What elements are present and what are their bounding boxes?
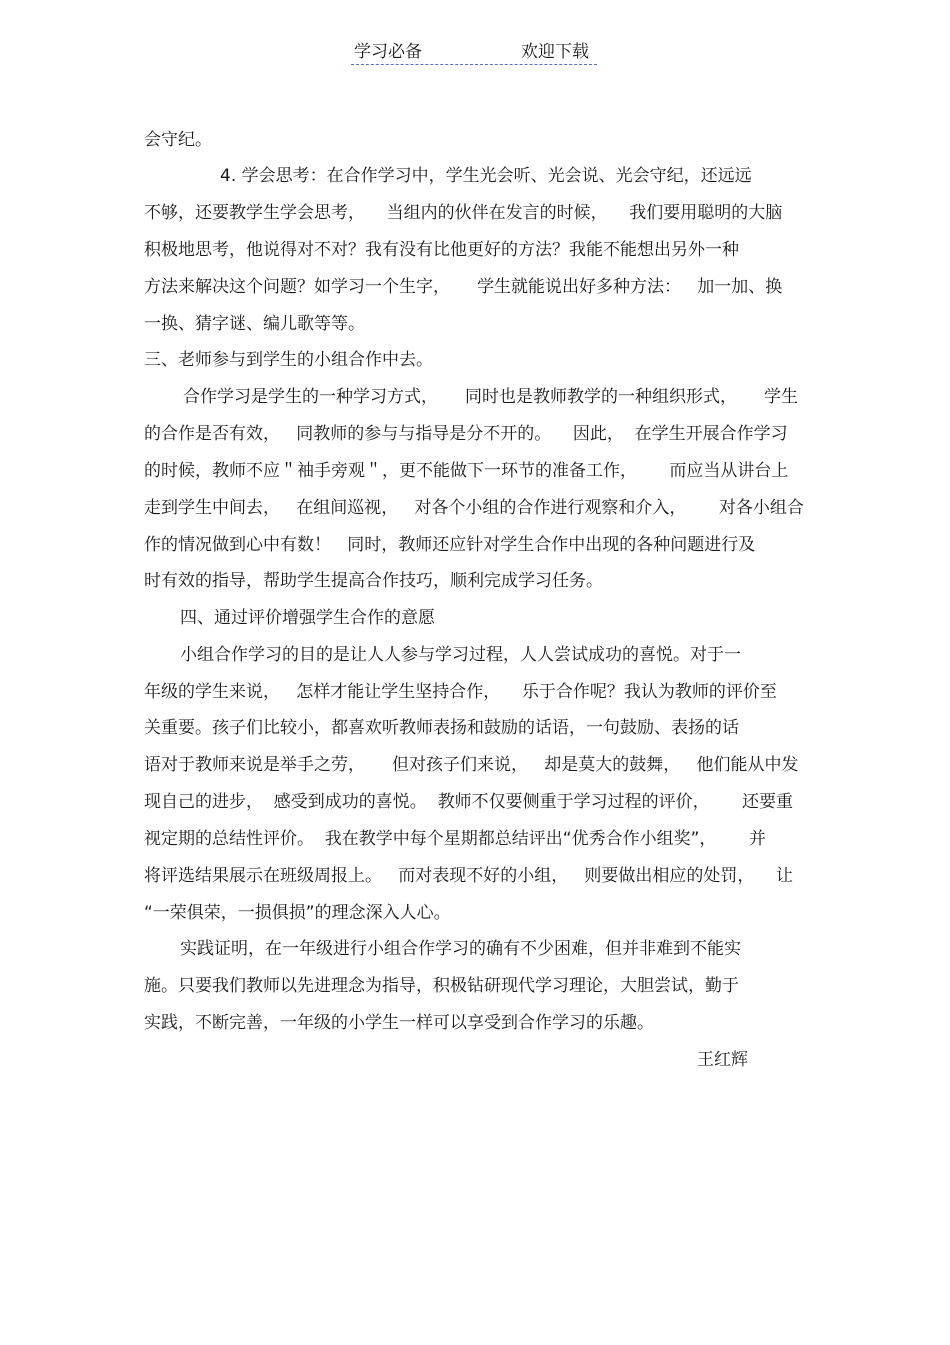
body-line: 会守纪。 xyxy=(144,130,212,150)
body-line: 一换、猜字谜、编儿歌等等。 xyxy=(144,314,365,334)
body-line: 现自己的进步， 感受到成功的喜悦。 教师不仅要侧重于学习过程的评价， 还要重 xyxy=(144,792,794,812)
body-line: 施。只要我们教师以先进理念为指导，积极钻研现代学习理论，大胆尝试，勤于 xyxy=(144,976,739,996)
author-signature: 王红辉 xyxy=(697,1050,748,1070)
body-line: 合作学习是学生的一种学习方式， 同时也是教师教学的一种组织形式， 学生 xyxy=(183,387,799,407)
body-line: 将评选结果展示在班级周报上。 而对表现不好的小组， 则要做出相应的处罚， 让 xyxy=(144,866,794,886)
header-left-text: 学习必备 xyxy=(354,42,422,62)
body-line: 实践证明，在一年级进行小组合作学习的确有不少困难，但并非难到不能实 xyxy=(180,939,741,959)
body-line: 语对于教师来说是举手之劳， 但对孩子们来说， 却是莫大的鼓舞， 他们能从中发 xyxy=(144,755,799,775)
body-line: 不够，还要教学生学会思考， 当组内的伙伴在发言的时候， 我们要用聪明的大脑 xyxy=(144,203,783,223)
body-line: 实践，不断完善，一年级的小学生一样可以享受到合作学习的乐趣。 xyxy=(144,1013,654,1033)
body-line: 时有效的指导，帮助学生提高合作技巧，顺利完成学习任务。 xyxy=(144,571,603,591)
body-line: “一荣俱荣，一损俱损”的理念深入人心。 xyxy=(144,903,451,923)
body-line: 视定期的总结性评价。 我在教学中每个星期都总结评出“优秀合作小组奖”， 并 xyxy=(144,829,766,849)
body-line: 的合作是否有效， 同教师的参与与指导是分不开的。 因此， 在学生开展合作学习 xyxy=(144,424,788,444)
body-line: 小组合作学习的目的是让人人参与学习过程，人人尝试成功的喜悦。对于一 xyxy=(180,645,741,665)
body-line: 积极地思考，他说得对不对？我有没有比他更好的方法？我能不能想出另外一种 xyxy=(144,240,739,260)
section-heading-4: 四、通过评价增强学生合作的意愿 xyxy=(180,608,435,628)
body-line: 年级的学生来说， 怎样才能让学生坚持合作， 乐于合作呢？我认为教师的评价至 xyxy=(144,682,777,702)
body-line: 方法来解决这个问题？如学习一个生字， 学生就能说出好多种方法： 加一加、换 xyxy=(144,277,783,297)
header-right-text: 欢迎下载 xyxy=(521,42,589,62)
section-heading-3: 三、老师参与到学生的小组合作中去。 xyxy=(144,350,433,370)
body-line: 作的情况做到心中有数！ 同时，教师还应针对学生合作中出现的各种问题进行及 xyxy=(144,535,756,555)
body-line: 关重要。孩子们比较小，都喜欢听教师表扬和鼓励的话语，一句鼓励、表扬的话 xyxy=(144,718,739,738)
body-line: 走到学生中间去， 在组间巡视， 对各个小组的合作进行观察和介入， 对各小组合 xyxy=(144,498,804,518)
body-line: 的时候，教师不应＂袖手旁观＂，更不能做下一环节的准备工作， 而应当从讲台上 xyxy=(144,461,789,481)
paragraph-heading-4: 4. 学会思考：在合作学习中，学生光会听、光会说、光会守纪，还远远 xyxy=(220,166,752,186)
page-header xyxy=(351,40,597,65)
